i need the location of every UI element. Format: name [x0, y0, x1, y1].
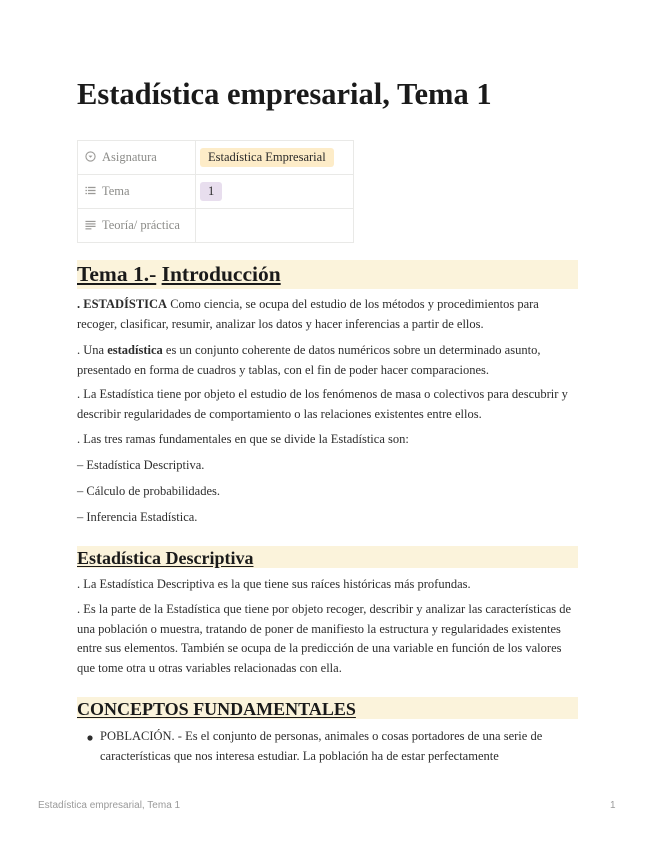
bullet-icon	[86, 734, 94, 742]
paragraph: – Cálculo de probabilidades.	[77, 484, 221, 498]
paragraph: . Las tres ramas fundamentales en que se divide la Estadística son:	[77, 432, 409, 446]
property-key-subject	[78, 141, 196, 175]
property-row-type	[78, 209, 354, 243]
subject-tag[interactable]: Estadística Empresarial	[200, 148, 334, 167]
bold-term: estadística	[107, 343, 163, 357]
section-heading-conceptos	[77, 697, 578, 719]
section-heading-descriptiva	[77, 546, 578, 568]
heading-part-tema: Tema 1.-	[77, 262, 157, 286]
paragraph	[77, 341, 578, 380]
heading-text: CONCEPTOS FUNDAMENTALES	[77, 699, 356, 719]
property-label: Asignatura	[102, 150, 157, 164]
page-title: Estadística empresarial, Tema 1	[77, 77, 492, 111]
select-icon	[85, 151, 96, 162]
text-lines-icon	[85, 219, 96, 230]
paragraph: . La Estadística Descriptiva es la que tiene sus raíces históricas más profundas.	[77, 577, 471, 591]
heading-part-introduccion: Introducción	[161, 262, 281, 286]
topic-tag[interactable]: 1	[200, 182, 222, 201]
property-key-type	[78, 209, 196, 243]
paragraph: . La Estadística tiene por objeto el estudio de los fenómenos de masa o colectivos para descubrir y describir regularidades de comportamiento o las relaciones existentes entre ellos.	[77, 387, 568, 421]
list-item: POBLACIÓN. - Es el conjunto de personas, animales o cosas portadores de una serie de características que nos interesa estudiar. La población ha de estar perfectamente	[100, 729, 543, 763]
property-key-topic	[78, 175, 196, 209]
property-row-subject	[78, 141, 354, 175]
section-heading-intro	[77, 260, 578, 289]
paragraph	[77, 295, 578, 334]
paragraph-text: Como ciencia, se ocupa del estudio de los métodos y procedimientos para recoger, clasificar, resumir, analizar los datos y hacer inferencias a partir de ellos.	[77, 297, 539, 331]
property-row-topic	[78, 175, 354, 209]
page-number: 1	[610, 800, 616, 811]
property-value-topic[interactable]	[196, 175, 354, 209]
list-icon	[85, 185, 96, 196]
bold-term: . ESTADÍSTICA	[77, 297, 168, 311]
heading-text: Estadística Descriptiva	[77, 548, 254, 568]
paragraph: – Estadística Descriptiva.	[77, 458, 205, 472]
property-label: Tema	[102, 184, 130, 198]
paragraph: – Inferencia Estadística.	[77, 510, 198, 524]
property-value-subject[interactable]	[196, 141, 354, 175]
paragraph: . Es la parte de la Estadística que tiene por objeto recoger, describir y analizar las características de una población o muestra, tratando de poner de manifiesto la estructura y regularidades existentes entre sus elementos. También se ocupa de la predicción de una variable en función de los valores que tome otra u otras variables relacionadas con ella.	[77, 602, 572, 675]
paragraph-text: es un conjunto coherente de datos numéricos sobre un determinado asunto, presentado en forma de cuadros y tablas, con el fin de poder hacer comparaciones.	[77, 343, 541, 377]
property-label: Teoría/ práctica	[102, 218, 180, 232]
footer-title: Estadística empresarial, Tema 1	[38, 800, 181, 811]
paragraph-text: . Una	[77, 343, 108, 357]
properties-table	[77, 140, 354, 243]
property-value-type[interactable]	[196, 209, 354, 243]
